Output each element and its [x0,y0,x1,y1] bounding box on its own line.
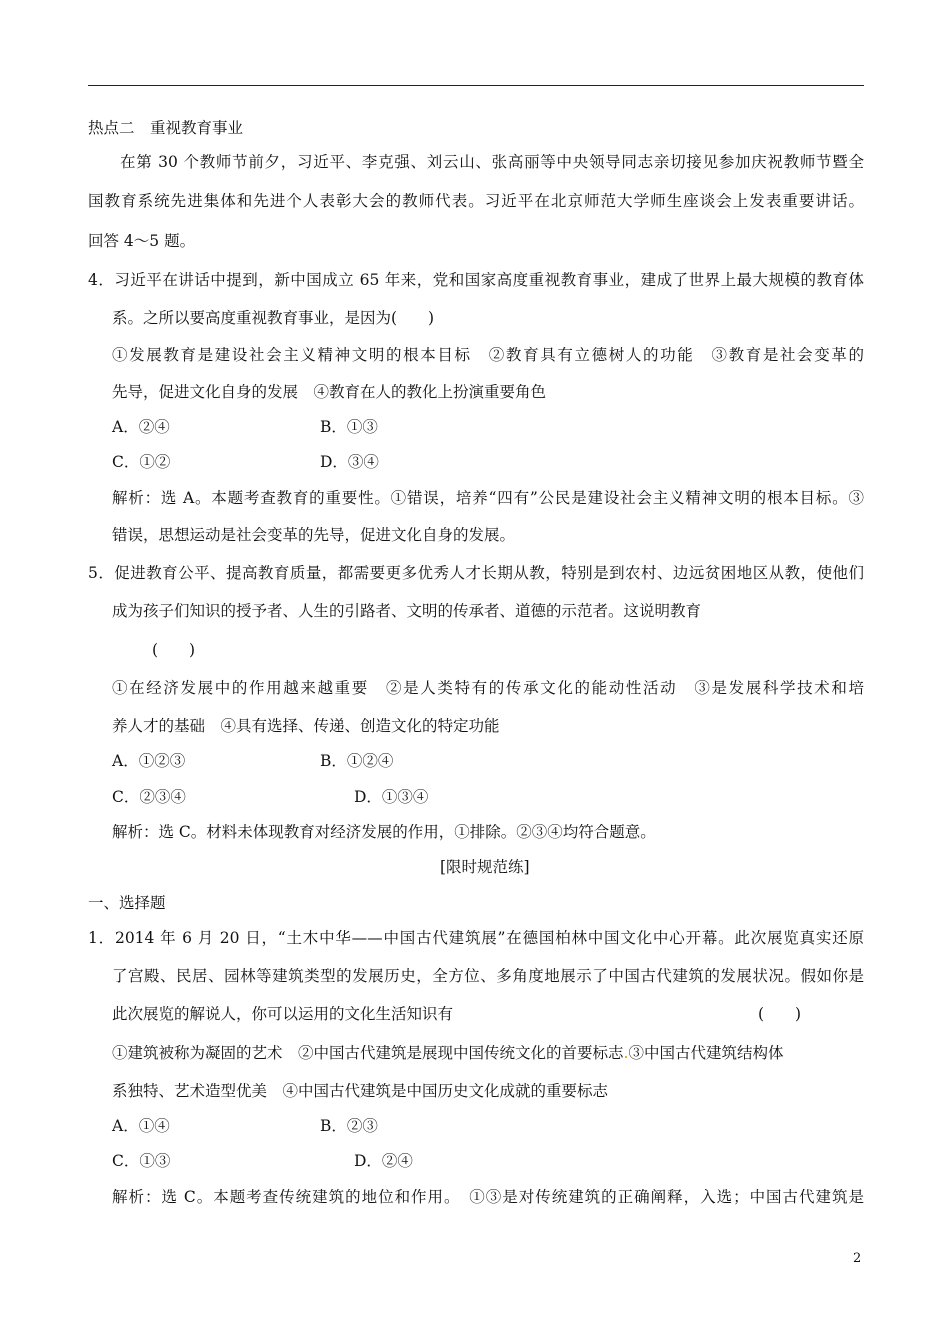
choice-c: C．②③④ [112,788,186,806]
choice-d: D．②④ [354,1152,413,1170]
choice-d: D．③④ [320,453,379,471]
analysis: 解析：选 A。本题考查教育的重要性。①错误，培养“四有”公民是建设社会主义精神文明的根本目标。③ [112,489,864,507]
choice-a: A．①④ [112,1117,170,1135]
question-stem: 5．促进教育公平、提高教育质量，都需要更多优秀人才长期从教，特别是到农村、边远贫困地区从教，使他们 [88,564,864,582]
question-options: 系独特、艺术造型优美 ④中国古代建筑是中国历史文化成就的重要标志 [112,1082,609,1100]
question-stem: 此次展览的解说人，你可以运用的文化生活知识有 [112,1005,454,1023]
question-options: ①发展教育是建设社会主义精神文明的根本目标 ②教育具有立德树人的功能 ③教育是社会变革的 [112,346,864,364]
question-stem: 1．2014 年 6 月 20 日，“土木中华——中国古代建筑展”在德国柏林中国文化中心开幕。此次展览真实还原 [88,929,864,947]
options-part: ①建筑被称为凝固的艺术 ②中国古代建筑是展现中国传统文化的首要标志 [112,1044,624,1062]
question-stem: 系。之所以要高度重视教育事业，是因为( ) [112,309,435,327]
practice-heading: [限时规范练] [440,858,530,876]
intro-line: 在第 30 个教师节前夕，习近平、李克强、刘云山、张高丽等中央领导同志亲切接见参加庆祝教师节暨全 [120,153,864,171]
choice-b: B．①③ [320,418,378,436]
analysis: 解析：选 C。本题考查传统建筑的地位和作用。 ①③是对传统建筑的正确阐释，入选；中国古代建筑是 [112,1188,864,1206]
header-rule [88,85,864,86]
question-stem: 成为孩子们知识的授予者、人生的引路者、文明的传承者、道德的示范者。这说明教育 [112,602,702,620]
answer-paren: ( ) [758,1005,802,1023]
choice-a: A．②④ [112,418,170,436]
question-options: 养人才的基础 ④具有选择、传递、创造文化的特定功能 [112,717,500,735]
question-options: 先导，促进文化自身的发展 ④教育在人的教化上扮演重要角色 [112,383,547,401]
section-title: 热点二 重视教育事业 [88,119,244,137]
choice-c: C．①② [112,453,171,471]
answer-paren: ( ) [152,641,196,659]
question-options [112,1043,783,1063]
stray-mark: . [623,1044,629,1062]
question-options: ①在经济发展中的作用越来越重要 ②是人类特有的传承文化的能动性活动 ③是发展科学技术和培 [112,679,864,697]
options-part: ③中国古代建筑结构体 [628,1044,784,1062]
intro-line: 国教育系统先进集体和先进个人表彰大会的教师代表。习近平在北京师范大学师生座谈会上发表重要讲话。 [88,192,864,210]
question-stem: 了宫殿、民居、园林等建筑类型的发展历史，全方位、多角度地展示了中国古代建筑的发展状况。假如你是 [112,967,864,985]
choice-b: B．①②④ [320,752,394,770]
analysis: 错误，思想运动是社会变革的先导，促进文化自身的发展。 [112,526,516,544]
choice-c: C．①③ [112,1152,171,1170]
part-heading: 一、选择题 [88,894,166,912]
question-stem: 4．习近平在讲话中提到，新中国成立 65 年来，党和国家高度重视教育事业，建成了世界上最大规模的教育体 [88,271,864,289]
page-number: 2 [853,1251,862,1266]
choice-a: A．①②③ [112,752,186,770]
choice-b: B．②③ [320,1117,378,1135]
choice-d: D．①③④ [354,788,429,806]
analysis: 解析：选 C。材料未体现教育对经济发展的作用，①排除。②③④均符合题意。 [112,823,656,841]
intro-line: 回答 4～5 题。 [88,232,196,250]
